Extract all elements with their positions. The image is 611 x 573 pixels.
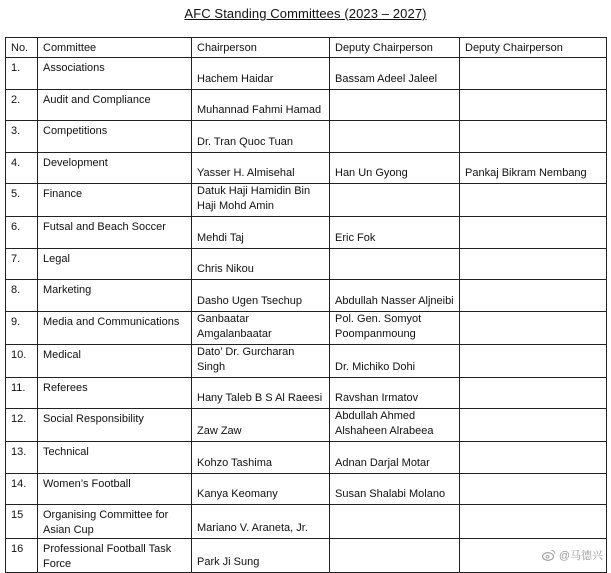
table-header-row (6, 38, 607, 58)
cell-deputy-chairperson-2 (460, 280, 607, 312)
cell-deputy-chairperson-2 (460, 344, 607, 377)
cell-deputy-chairperson: Pol. Gen. Somyot Poompanmoung (330, 311, 460, 344)
cell-committee: Finance (38, 184, 192, 217)
cell-deputy-chairperson (330, 539, 460, 573)
cell-chairperson: Dasho Ugen Tsechup (192, 280, 330, 312)
table-row (6, 152, 607, 184)
cell-chairperson: Park Ji Sung (192, 539, 330, 573)
column-header-deputy-chairperson-2: Deputy Chairperson (460, 38, 607, 58)
table-row (6, 473, 607, 505)
cell-committee: Social Responsibility (38, 409, 192, 442)
cell-deputy-chairperson: Eric Fok (330, 217, 460, 249)
cell-deputy-chairperson-2 (460, 473, 607, 505)
cell-committee: Audit and Compliance (38, 89, 192, 121)
cell-chairperson: Mehdi Taj (192, 217, 330, 249)
cell-chairperson: Hany Taleb B S Al Raeesi (192, 377, 330, 409)
watermark-text: @马德兴 (558, 550, 603, 562)
cell-no: 6. (6, 217, 38, 249)
cell-no: 5. (6, 184, 38, 217)
cell-deputy-chairperson-2 (460, 89, 607, 121)
cell-no: 12. (6, 409, 38, 442)
table-row (6, 442, 607, 474)
cell-deputy-chairperson: Bassam Adeel Jaleel (330, 58, 460, 90)
cell-deputy-chairperson (330, 505, 460, 539)
cell-deputy-chairperson-2 (460, 121, 607, 153)
cell-committee: Development (38, 152, 192, 184)
cell-chairperson: Muhannad Fahmi Hamad (192, 89, 330, 121)
committees-table (5, 37, 607, 573)
cell-deputy-chairperson: Han Un Gyong (330, 152, 460, 184)
cell-committee: Women’s Football (38, 473, 192, 505)
weibo-icon (542, 549, 556, 561)
document-title: AFC Standing Committees (2023 – 2027) (184, 6, 427, 21)
cell-no: 13. (6, 442, 38, 474)
cell-deputy-chairperson: Dr. Michiko Dohi (330, 344, 460, 377)
cell-committee: Professional Football Task Force (38, 539, 192, 573)
table-row (6, 505, 607, 539)
cell-chairperson: Zaw Zaw (192, 409, 330, 442)
cell-committee: Organising Committee for Asian Cup (38, 505, 192, 539)
cell-no: 2. (6, 89, 38, 121)
cell-chairperson: Mariano V. Araneta, Jr. (192, 505, 330, 539)
column-header-deputy-chairperson: Deputy Chairperson (330, 38, 460, 58)
table-row (6, 184, 607, 217)
cell-deputy-chairperson-2 (460, 409, 607, 442)
cell-deputy-chairperson (330, 89, 460, 121)
cell-committee: Medical (38, 344, 192, 377)
cell-committee: Futsal and Beach Soccer (38, 217, 192, 249)
cell-committee: Referees (38, 377, 192, 409)
cell-no: 14. (6, 473, 38, 505)
cell-deputy-chairperson-2 (460, 58, 607, 90)
cell-deputy-chairperson-2 (460, 184, 607, 217)
column-header-no: No. (6, 38, 38, 58)
cell-no: 3. (6, 121, 38, 153)
cell-no: 10. (6, 344, 38, 377)
table-row (6, 89, 607, 121)
table-row (6, 121, 607, 153)
cell-deputy-chairperson-2 (460, 311, 607, 344)
cell-deputy-chairperson (330, 184, 460, 217)
table-row (6, 539, 607, 573)
cell-deputy-chairperson-2 (460, 505, 607, 539)
cell-chairperson: Kanya Keomany (192, 473, 330, 505)
cell-deputy-chairperson (330, 248, 460, 280)
cell-chairperson: Ganbaatar Amgalanbaatar (192, 311, 330, 344)
column-header-chairperson: Chairperson (192, 38, 330, 58)
cell-chairperson: Dr. Tran Quoc Tuan (192, 121, 330, 153)
cell-committee: Marketing (38, 280, 192, 312)
table-row (6, 280, 607, 312)
cell-deputy-chairperson-2 (460, 217, 607, 249)
cell-chairperson: Chris Nikou (192, 248, 330, 280)
cell-deputy-chairperson-2 (460, 377, 607, 409)
watermark (542, 547, 603, 563)
cell-no: 8. (6, 280, 38, 312)
cell-no: 11. (6, 377, 38, 409)
cell-deputy-chairperson: Susan Shalabi Molano (330, 473, 460, 505)
cell-chairperson: Dato’ Dr. Gurcharan Singh (192, 344, 330, 377)
cell-no: 15 (6, 505, 38, 539)
cell-no: 16 (6, 539, 38, 573)
table-row (6, 409, 607, 442)
cell-chairperson: Datuk Haji Hamidin Bin Haji Mohd Amin (192, 184, 330, 217)
table-row (6, 377, 607, 409)
cell-deputy-chairperson: Ravshan Irmatov (330, 377, 460, 409)
cell-deputy-chairperson (330, 121, 460, 153)
table-body (6, 58, 607, 573)
table-row (6, 344, 607, 377)
cell-deputy-chairperson: Abdullah Ahmed Alshaheen Alrabeea (330, 409, 460, 442)
cell-deputy-chairperson-2 (460, 248, 607, 280)
cell-committee: Legal (38, 248, 192, 280)
cell-no: 1. (6, 58, 38, 90)
cell-chairperson: Hachem Haidar (192, 58, 330, 90)
cell-committee: Associations (38, 58, 192, 90)
cell-chairperson: Yasser H. Almisehal (192, 152, 330, 184)
cell-deputy-chairperson: Abdullah Nasser Aljneibi (330, 280, 460, 312)
cell-no: 7. (6, 248, 38, 280)
column-header-committee: Committee (38, 38, 192, 58)
table-row (6, 248, 607, 280)
cell-chairperson: Kohzo Tashima (192, 442, 330, 474)
cell-deputy-chairperson-2 (460, 442, 607, 474)
table-row (6, 58, 607, 90)
cell-committee: Competitions (38, 121, 192, 153)
table-row (6, 311, 607, 344)
cell-deputy-chairperson: Adnan Darjal Motar (330, 442, 460, 474)
cell-no: 4. (6, 152, 38, 184)
cell-committee: Media and Communications (38, 311, 192, 344)
cell-deputy-chairperson-2: Pankaj Bikram Nembang (460, 152, 607, 184)
cell-no: 9. (6, 311, 38, 344)
cell-committee: Technical (38, 442, 192, 474)
table-row (6, 217, 607, 249)
